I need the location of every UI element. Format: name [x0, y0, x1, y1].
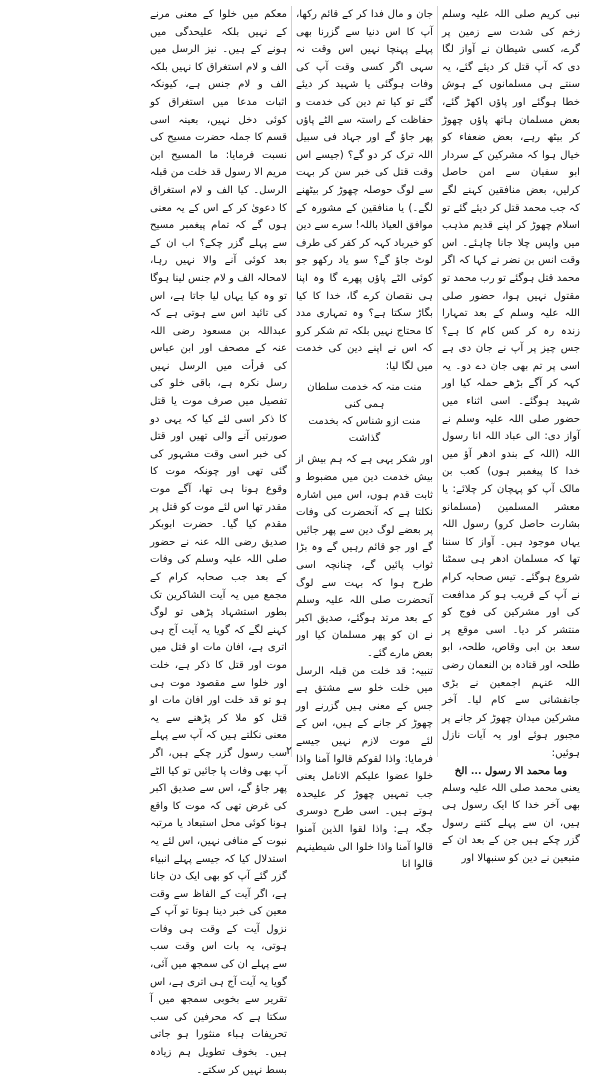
paragraph: یعنی محمد صلی اللہ علیہ وسلم بھی آخر خدا کا ایک رسول ہی ہیں، ان سے پہلے کتنے رسول گزر چکے ہیں جن کے بعد ان کے متبعین نے دین کو سنبھالا اور [442, 782, 580, 864]
text-column-2 [292, 6, 438, 871]
paragraph: جان و مال فدا کر کے قائم رکھا، آپ کا اس دنیا سے گزرنا بھی پہلے پہنچا نہیں اس وقت نہ سہی اگر کسی وقت آپ کی وفات ہوگئی یا شہید کر دیئے گئے تو کیا تم دین کی خدمت و حفاظت کے راستہ سے الٹے پاؤں پھر جاؤ گے اور جہاد فی سبیل اللہ ترک کر دو گے؟ (جیسے اس وقت قتل کی خبر سن کر بہت سے لوگ حوصلہ چھوڑ کر بیٹھنے لگے۔) یا منافقین کے مشورہ کے موافق العیاذ باللہ! سرے سے دین کو خیرباد کہہ کر کفر کی طرف لوٹ جاؤ گے؟ سو یاد رکھو جو کوئی الٹے پاؤں پھرے گا وہ اپنا ہی نقصان کرے گا، خدا کا کیا بگاڑ سکتا ہے؟ وہ تمہاری مدد کا محتاج نہیں بلکہ تم شکر کرو کہ اس نے اپنے دین کی خدمت میں لگا لیا: [296, 9, 433, 372]
persian-couplet [296, 379, 433, 447]
couplet-line-1: منت منہ کہ خدمت سلطان ہمی کنی [307, 382, 422, 411]
couplet-line-2: منت ازو شناس کہ بخدمت گذاشت [308, 416, 421, 445]
paragraph-note: تنبیہ: قد خلت من قبلہ الرسل میں خلت خلو سے مشتق ہے جس کے معنی ہیں گزرنے اور چھوڑ کر جانے کے ہیں، اس کے لئے موت لازم نہیں جیسے فرمایا: واذا لقوکم قالوا آمنا واذا خلوا عضوا علیکم الانامل یعنی جب تمہیں چھوڑ کر علیحدہ ہوتے ہیں۔ اسی طرح دوسری جگہ ہے: واذا لقوا الذین آمنوا قالوا آمنا واذا خلوا الی شیطینہم قالوا انا [296, 665, 433, 871]
text-column-1 [438, 6, 584, 864]
paragraph: اور شکر یہی ہے کہ ہم بیش از بیش خدمت دین میں مضبوط و ثابت قدم ہوں، اس میں اشارہ نکلتا ہے کہ آنحضرت کی وفات پر بعضے لوگ دین سے پھر جائیں گے اور جو قائم رہیں گے وہ بڑا ثواب پائیں گے، چنانچہ اسی طرح ہوا کہ بہت سے لوگ آنحضرت صلی اللہ علیہ وسلم کے بعد مرتد ہوگئے، صدیق اکبر نے ان کو پھر مسلمان کیا اور بعض مارے گئے۔ [296, 454, 433, 659]
quran-verse: وما محمد الا رسول ... الخ [454, 764, 568, 777]
page-mark: ۲ [286, 744, 292, 757]
text-column-3 [146, 6, 292, 1076]
paragraph: معکم میں خلوا کے معنی مرنے کے نہیں بلکہ علیحدگی میں ہونے کے ہیں۔ نیز الرسل میں الف و لام استغراق کا نہیں بلکہ الف و لام جنس ہے، کیونکہ اثبات مدعا میں استغراق کو کوئی دخل نہیں، بعینہ اسی قسم کا جملہ حضرت مسیح کی نسبت فرمایا: ما المسیح ابن مریم الا رسول قد خلت من قبلہ الرسل۔ کیا الف و لام استغراق کا دعویٰ کر کے اس کے یہ معنی ہوں گے کہ تمام پیغمبر مسیح سے پہلے گزر چکے؟ اب ان کے بعد کوئی آنے والا نہیں رہا، لامحالہ الف و لام جنس لینا ہوگا تو وہ کیا یہاں لیا جاتا ہے، اس کی تائید اس سے ہوتی ہے کہ عبداللہ بن مسعود رضی اللہ عنہ کے مصحف اور ابن عباس کی قرأت میں الرسل نہیں رسل نکرہ ہے، باقی خلو کی تفصیل میں صرف موت یا قتل کا ذکر اسی لئے کیا کہ یہی دو صورتیں آنے والی تھیں اور قتل کی خبر اسی وقت مشہور کی گئی تھی اور چونکہ موت کا وقوع ہونا ہی تھا، آگے موت مقدر تھا اس لئے موت کو قتل پر مقدم کیا گیا۔ حضرت ابوبکر صدیق رضی اللہ عنہ نے حضور صلی اللہ علیہ وسلم کی وفات کے بعد جب صحابہ کرام کے مجمع میں یہ آیت الشاکرین تک بطور استشہاد پڑھی تو لوگ کہنے لگے کہ گویا یہ آیت آج ہی اتری ہے، افان مات او قتل میں موت اور قتل کا ذکر ہے، خلت اور خلوا سے مقصود موت ہی ہو تو قد خلت اور افان مات او قتل کو ملا کر پڑھنے سے یہ معنی نکلتے ہیں کہ آپ سے پہلے سب رسول گزر چکے ہیں، اگر آپ بھی وفات پا جائیں تو کیا الٹے پھر جاؤ گے، اس سے صدیق اکبر کی غرض تھی کہ موت کا واقع ہونا کوئی محل استبعاد یا مرتبہ نبوت کے منافی نہیں، اس لئے یہ استدلال کیا کہ جیسے پہلے انبیاء گزر گئے آپ کو بھی ایک دن جانا ہے، اگر آیت کے الفاظ سے وقت معین کی خبر دینا ہوتا تو آپ کے نزول آیت کے وقت ہی وفات ہوتی، یہ بات اس وقت سب سے پہلے ان کی سمجھ میں آئی، گویا یہ آیت آج ہی اتری ہے، اس تقریر سے بخوبی سمجھ میں آ سکتا ہے کہ محرفین کی سب تحریفات ہباء منثورا ہو جاتی ہیں۔ بخوف تطویل ہم زیادہ بسط نہیں کر سکتے۔ [150, 9, 287, 1076]
paragraph: نبی کریم صلی اللہ علیہ وسلم زخم کی شدت سے زمین پر گرے، کسی شیطان نے آواز لگا دی کہ آپ قتل کر دیئے گئے، یہ سنتے ہی مسلمانوں کے ہوش خطا ہوگئے اور پاؤں اکھڑ گئے، بعض مسلمان ہاتھ پاؤں چھوڑ کر بیٹھ رہے، بعض ضعفاء کو خیال ہوا کہ مشرکین کے سردار ابو سفیان سے امن حاصل کرلیں، بعض منافقین کہنے لگے کہ جب محمد قتل کر دیئے گئے تو اسلام چھوڑ کر اپنے قدیم مذہب میں واپس چلا جانا چاہئے۔ اس وقت انس بن نضر نے کہا کہ اگر محمد قتل ہوگئے تو رب محمد تو مقتول نہیں ہوا، حضور صلی اللہ علیہ وسلم کے بعد تمہارا زندہ رہ کر کس کام کا ہے؟ جس چیز پر آپ نے جان دی ہے اسی پر تم بھی جان دے دو۔ یہ کہہ کر آگے بڑھے حملہ کیا اور شہید ہوگئے۔ اسی اثناء میں حضور صلی اللہ علیہ وسلم نے آواز دی: الی عباد اللہ انا رسول اللہ (اللہ کے بندو ادھر آؤ میں خدا کا پیغمبر ہوں) کعب بن مالک آپ کو پہچان کر چلائے: یا معشر المسلمین (مسلمانو بشارت حاصل کرو) رسول اللہ یہاں موجود ہیں۔ آواز کا سننا تھا کہ مسلمان ادھر ہی سمٹنا شروع ہوگئے۔ تیس صحابہ کرام نے آپ کے قریب ہو کر مدافعت کی اور مشرکین کی فوج کو منتشر کر دیا۔ اسی موقع پر سعد بن ابی وقاص، طلحہ، ابو طلحہ اور قتادہ بن النعمان رضی اللہ عنہم اجمعین نے بڑی جانفشانی سے کام لیا۔ آخر مشرکین میدان چھوڑ کر جانے پر مجبور ہوئے اور یہ آیات نازل ہوئیں: [442, 9, 580, 759]
